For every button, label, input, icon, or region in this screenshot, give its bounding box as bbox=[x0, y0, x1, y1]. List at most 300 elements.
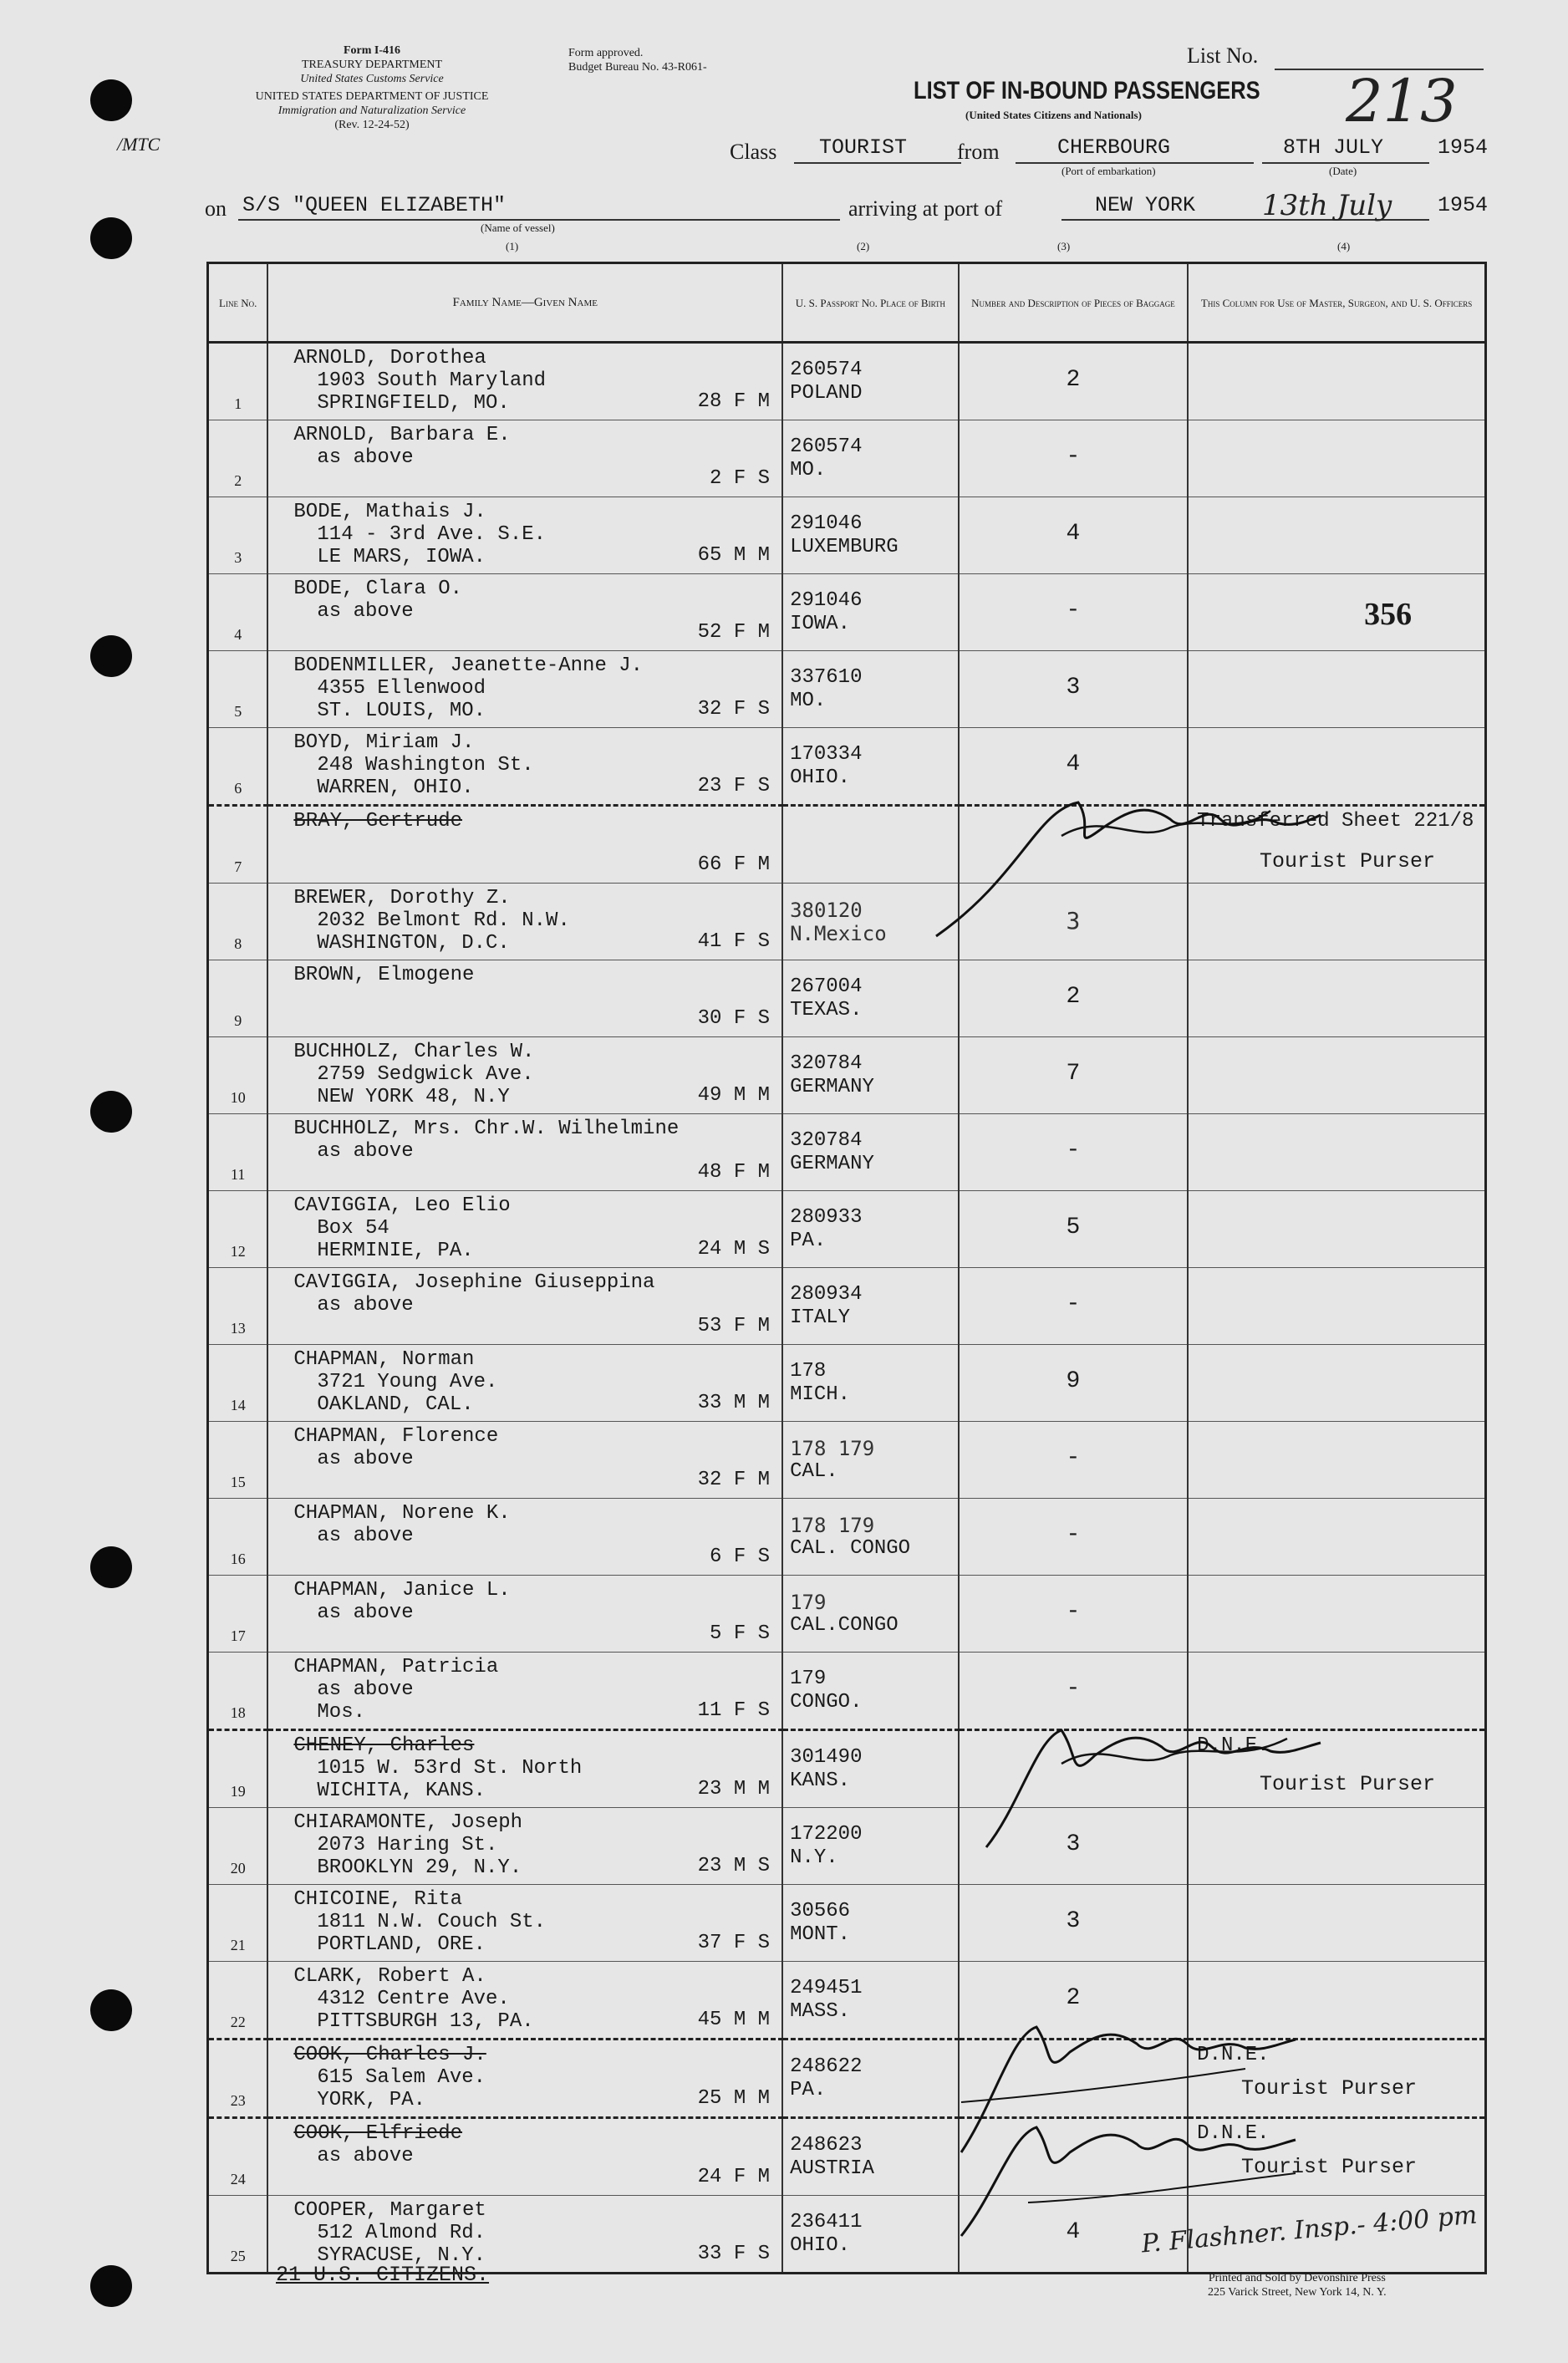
from-value: CHERBOURG bbox=[1057, 135, 1171, 160]
place-of-birth: GERMANY bbox=[790, 1153, 874, 1175]
table-row bbox=[208, 1885, 1486, 1962]
table-row bbox=[208, 651, 1486, 728]
from-caption: (Port of embarkation) bbox=[1061, 165, 1156, 177]
address-line-2: OAKLAND, CAL. bbox=[317, 1393, 474, 1416]
officer-cell bbox=[1188, 1191, 1485, 1268]
passport-birthplace bbox=[790, 1823, 862, 1870]
passenger-name: CHAPMAN, Patricia bbox=[293, 1656, 499, 1678]
passport-cell bbox=[782, 2040, 959, 2118]
list-no-value: 213 bbox=[1346, 67, 1458, 135]
address-line-1: 4355 Ellenwood bbox=[317, 677, 486, 700]
baggage-count: 3 bbox=[1066, 907, 1081, 935]
address-line-1: Box 54 bbox=[317, 1217, 389, 1240]
ins-service: Immigration and Naturalization Service bbox=[277, 104, 466, 117]
passenger-name: CAVIGGIA, Josephine Giuseppina bbox=[293, 1271, 655, 1294]
purser-label-23: Tourist Purser bbox=[1241, 2076, 1418, 2101]
passenger-name: BODE, Clara O. bbox=[293, 578, 463, 600]
name-cell bbox=[267, 343, 782, 420]
place-of-birth: CONGO. bbox=[790, 1691, 863, 1714]
passenger-name-address bbox=[293, 964, 474, 986]
passenger-name-address bbox=[293, 810, 462, 833]
passenger-name-address bbox=[293, 731, 533, 799]
passport-cell bbox=[782, 1808, 959, 1885]
class-line bbox=[794, 162, 961, 164]
address-line-2: NEW YORK 48, N.Y bbox=[317, 1086, 510, 1108]
place-of-birth: MO. bbox=[790, 459, 827, 481]
baggage-cell bbox=[959, 574, 1189, 651]
address-line-2: WASHINGTON, D.C. bbox=[317, 932, 510, 955]
baggage-cell bbox=[959, 1114, 1189, 1191]
form-revision: (Rev. 12-24-52) bbox=[334, 119, 410, 131]
passenger-name: BRAY, Gertrude bbox=[293, 810, 463, 833]
passenger-name-address bbox=[293, 2044, 486, 2111]
line-number: 9 bbox=[234, 1012, 242, 1029]
passport-cell bbox=[782, 1037, 959, 1114]
line-cell bbox=[208, 1345, 268, 1422]
passenger-name-address bbox=[293, 1888, 546, 1956]
passport-number: 248623 bbox=[790, 2134, 863, 2157]
baggage-cell bbox=[959, 1422, 1189, 1499]
printer-line-1: Printed and Sold by Devonshire Press bbox=[1208, 2272, 1386, 2284]
age-sex-status: 24 F M bbox=[697, 2166, 771, 2188]
name-cell bbox=[267, 2040, 782, 2118]
age-sex-status: 41 F S bbox=[697, 930, 771, 953]
passport-birthplace bbox=[790, 1206, 862, 1253]
address-line-1: 1015 W. 53rd St. North bbox=[317, 1757, 583, 1780]
baggage-count: 9 bbox=[1066, 1368, 1081, 1394]
age-sex-status: 48 F M bbox=[697, 1161, 771, 1184]
name-cell bbox=[267, 884, 782, 960]
passport-number: 260574 bbox=[790, 435, 863, 458]
place-of-birth: ITALY bbox=[790, 1306, 851, 1329]
passport-cell bbox=[782, 1885, 959, 1962]
line-number: 22 bbox=[230, 2014, 246, 2030]
date-caption: (Date) bbox=[1329, 165, 1357, 177]
line-cell bbox=[208, 420, 268, 497]
name-cell bbox=[267, 960, 782, 1037]
binder-hole bbox=[90, 1546, 132, 1588]
table-row bbox=[208, 1345, 1486, 1422]
col-num-4: (4) bbox=[1337, 240, 1351, 252]
passport-cell bbox=[782, 2196, 959, 2274]
binder-hole bbox=[90, 635, 132, 677]
address-line-1: 4312 Centre Ave. bbox=[317, 1988, 510, 2010]
passenger-name-address bbox=[293, 1502, 510, 1547]
passenger-name-address bbox=[293, 2122, 462, 2167]
passport-number: 267004 bbox=[790, 975, 863, 998]
line-cell bbox=[208, 1037, 268, 1114]
vessel-name: S/S "QUEEN ELIZABETH" bbox=[242, 193, 507, 217]
table-row bbox=[208, 1422, 1486, 1499]
line-cell bbox=[208, 1268, 268, 1345]
age-sex-status: 5 F S bbox=[710, 1622, 771, 1645]
arrival-year: 1954 bbox=[1438, 193, 1489, 217]
officer-note: D.N.E. bbox=[1197, 2122, 1270, 2145]
passport-number: 337610 bbox=[790, 666, 863, 689]
officer-cell bbox=[1188, 960, 1485, 1037]
name-cell bbox=[267, 1268, 782, 1345]
age-sex-status: 23 M S bbox=[697, 1855, 771, 1877]
passport-birthplace bbox=[790, 512, 899, 559]
line-cell bbox=[208, 1114, 268, 1191]
header-line-no: Line No. bbox=[208, 263, 268, 343]
passport-birthplace bbox=[790, 1746, 862, 1793]
class-value: TOURIST bbox=[819, 135, 908, 160]
baggage-cell bbox=[959, 343, 1189, 420]
date-value: 8TH JULY bbox=[1283, 135, 1384, 160]
name-cell bbox=[267, 1576, 782, 1653]
officer-note: 356 bbox=[1364, 597, 1413, 632]
line-cell bbox=[208, 574, 268, 651]
table-row bbox=[208, 574, 1486, 651]
year-value: 1954 bbox=[1438, 135, 1489, 160]
passport-birthplace bbox=[790, 1129, 874, 1176]
passport-number: 178 179 bbox=[790, 1437, 875, 1460]
table-row bbox=[208, 1191, 1486, 1268]
passport-birthplace bbox=[790, 1900, 850, 1947]
address-line-1: 2759 Sedgwick Ave. bbox=[317, 1063, 534, 1086]
col-num-1: (1) bbox=[506, 240, 519, 252]
header-baggage: Number and Description of Pieces of Baggage bbox=[959, 263, 1189, 343]
class-label: Class bbox=[730, 140, 777, 164]
name-cell bbox=[267, 1191, 782, 1268]
line-number: 10 bbox=[230, 1089, 246, 1106]
passenger-name: CHAPMAN, Janice L. bbox=[293, 1579, 511, 1602]
passenger-name-address bbox=[293, 424, 510, 469]
from-label: from bbox=[957, 140, 1000, 164]
line-number: 11 bbox=[231, 1166, 246, 1183]
officer-cell bbox=[1188, 1268, 1485, 1345]
passenger-name: CHAPMAN, Norene K. bbox=[293, 1502, 511, 1525]
name-cell bbox=[267, 1037, 782, 1114]
baggage-cell bbox=[959, 420, 1189, 497]
justice-dept: UNITED STATES DEPARTMENT OF JUSTICE bbox=[255, 90, 489, 103]
line-number: 17 bbox=[230, 1627, 246, 1644]
age-sex-status: 52 F M bbox=[697, 621, 771, 644]
passport-birthplace bbox=[790, 1283, 862, 1330]
table-row bbox=[208, 1114, 1486, 1191]
place-of-birth: GERMANY bbox=[790, 1076, 874, 1098]
place-of-birth: PA. bbox=[790, 2079, 827, 2101]
officer-cell bbox=[1188, 1499, 1485, 1576]
address-line-2: YORK, PA. bbox=[317, 2089, 426, 2111]
baggage-count: 5 bbox=[1066, 1215, 1081, 1240]
form-id-block bbox=[205, 43, 539, 132]
age-sex-status: 32 F S bbox=[697, 698, 771, 721]
place-of-birth: MONT. bbox=[790, 1923, 851, 1946]
passport-number: 380120 bbox=[790, 899, 863, 922]
binder-hole bbox=[90, 1091, 132, 1133]
passport-number: 30566 bbox=[790, 1900, 851, 1922]
passenger-name: BROWN, Elmogene bbox=[293, 964, 475, 986]
officer-cell bbox=[1188, 1422, 1485, 1499]
line-cell bbox=[208, 1730, 268, 1808]
address-line-2: Mos. bbox=[317, 1701, 365, 1724]
line-number: 7 bbox=[234, 858, 242, 875]
address-line-1: as above bbox=[317, 1294, 414, 1316]
purser-label-24: Tourist Purser bbox=[1241, 2155, 1418, 2179]
line-number: 1 bbox=[234, 395, 242, 412]
passport-number: 320784 bbox=[790, 1052, 863, 1075]
address-line-1: as above bbox=[317, 1140, 414, 1163]
passenger-name: COOK, Elfriede bbox=[293, 2122, 463, 2145]
name-cell bbox=[267, 1808, 782, 1885]
name-cell bbox=[267, 728, 782, 806]
address-line-2: SPRINGFIELD, MO. bbox=[317, 392, 510, 415]
passenger-name-address bbox=[293, 2199, 486, 2267]
line-number: 6 bbox=[234, 780, 242, 797]
passport-cell bbox=[782, 1345, 959, 1422]
passport-birthplace bbox=[790, 975, 862, 1022]
passport-number: 249451 bbox=[790, 1977, 863, 1999]
passport-number: 170334 bbox=[790, 743, 863, 766]
baggage-count: - bbox=[1066, 598, 1081, 624]
address-line-1: 114 - 3rd Ave. S.E. bbox=[317, 523, 547, 546]
passenger-name-address bbox=[293, 1734, 582, 1802]
baggage-cell bbox=[959, 1499, 1189, 1576]
passport-number: 291046 bbox=[790, 589, 863, 612]
line-cell bbox=[208, 1191, 268, 1268]
name-cell bbox=[267, 1962, 782, 2040]
baggage-count: 4 bbox=[1066, 2219, 1081, 2245]
passport-birthplace bbox=[790, 1514, 910, 1561]
place-of-birth: CAL. CONGO bbox=[790, 1537, 911, 1560]
age-sex-status: 45 M M bbox=[697, 2009, 771, 2031]
from-line bbox=[1016, 162, 1254, 164]
officer-cell bbox=[1188, 574, 1485, 651]
place-of-birth: MICH. bbox=[790, 1383, 851, 1406]
date-line bbox=[1262, 162, 1429, 164]
passenger-name-address bbox=[293, 347, 546, 415]
name-cell bbox=[267, 2196, 782, 2274]
passport-birthplace bbox=[790, 435, 862, 482]
name-cell bbox=[267, 1653, 782, 1730]
passenger-name: CHAPMAN, Florence bbox=[293, 1425, 499, 1448]
address-line-2: PITTSBURGH 13, PA. bbox=[317, 2010, 534, 2033]
passport-cell bbox=[782, 1730, 959, 1808]
officer-cell bbox=[1188, 1576, 1485, 1653]
passport-number: 178 bbox=[790, 1360, 827, 1383]
line-cell bbox=[208, 1576, 268, 1653]
baggage-count: - bbox=[1066, 1599, 1081, 1625]
customs-service: United States Customs Service bbox=[300, 73, 444, 85]
passport-number: 172200 bbox=[790, 1823, 863, 1846]
name-cell bbox=[267, 420, 782, 497]
line-cell bbox=[208, 728, 268, 806]
passport-number: 280933 bbox=[790, 1206, 863, 1229]
arriving-label: arriving at port of bbox=[848, 196, 1003, 221]
passenger-name-address bbox=[293, 654, 643, 722]
line-number: 14 bbox=[230, 1397, 246, 1413]
baggage-cell bbox=[959, 1576, 1189, 1653]
baggage-cell bbox=[959, 651, 1189, 728]
baggage-count: 4 bbox=[1066, 521, 1081, 547]
passenger-name: CHIARAMONTE, Joseph bbox=[293, 1811, 523, 1834]
passenger-name: CHICOINE, Rita bbox=[293, 1888, 463, 1911]
line-number: 18 bbox=[230, 1704, 246, 1721]
passport-cell bbox=[782, 1499, 959, 1576]
printer-block bbox=[1208, 2271, 1387, 2299]
passenger-name: BODENMILLER, Jeanette-Anne J. bbox=[293, 654, 644, 677]
age-sex-status: 53 F M bbox=[697, 1315, 771, 1337]
passport-cell bbox=[782, 497, 959, 574]
form-number: Form I-416 bbox=[343, 44, 401, 57]
table-row bbox=[208, 1268, 1486, 1345]
baggage-cell bbox=[959, 497, 1189, 574]
passenger-name-address bbox=[293, 1271, 654, 1316]
passenger-name: BREWER, Dorothy Z. bbox=[293, 887, 511, 909]
binder-hole bbox=[90, 217, 132, 259]
baggage-count: 2 bbox=[1066, 1985, 1081, 2011]
passport-cell bbox=[782, 1422, 959, 1499]
col-num-3: (3) bbox=[1057, 240, 1071, 252]
passport-cell bbox=[782, 420, 959, 497]
age-sex-status: 2 F S bbox=[710, 467, 771, 490]
age-sex-status: 6 F S bbox=[710, 1546, 771, 1568]
passenger-name-address bbox=[293, 1425, 498, 1470]
arrival-date: 13th July bbox=[1262, 189, 1392, 222]
place-of-birth: CAL.CONGO bbox=[790, 1614, 899, 1637]
line-number: 15 bbox=[230, 1474, 246, 1490]
address-line-1: 2032 Belmont Rd. N.W. bbox=[317, 909, 570, 932]
baggage-cell bbox=[959, 1191, 1189, 1268]
age-sex-status: 23 M M bbox=[697, 1778, 771, 1800]
age-sex-status: 65 M M bbox=[697, 544, 771, 567]
line-number: 24 bbox=[230, 2171, 246, 2187]
baggage-count: 2 bbox=[1066, 984, 1081, 1010]
name-cell bbox=[267, 2118, 782, 2196]
col-num-2: (2) bbox=[857, 240, 870, 252]
vessel-line bbox=[238, 219, 840, 221]
baggage-cell bbox=[959, 960, 1189, 1037]
place-of-birth: PA. bbox=[790, 1230, 827, 1252]
passport-number: 248622 bbox=[790, 2055, 863, 2078]
binder-hole bbox=[90, 2265, 132, 2307]
baggage-count: 3 bbox=[1066, 675, 1081, 700]
passport-number: 280934 bbox=[790, 1283, 863, 1306]
passport-birthplace bbox=[790, 1437, 874, 1484]
passenger-name: COOK, Charles J. bbox=[293, 2044, 486, 2066]
purser-label-7: Tourist Purser bbox=[1260, 849, 1436, 873]
line-cell bbox=[208, 2118, 268, 2196]
age-sex-status: 32 F M bbox=[697, 1469, 771, 1491]
line-number: 8 bbox=[234, 935, 242, 952]
name-cell bbox=[267, 651, 782, 728]
binder-hole bbox=[90, 79, 132, 121]
address-line-1: 3721 Young Ave. bbox=[317, 1371, 498, 1393]
passport-cell bbox=[782, 1114, 959, 1191]
name-cell bbox=[267, 1885, 782, 1962]
passenger-name: BUCHHOLZ, Charles W. bbox=[293, 1041, 535, 1063]
line-cell bbox=[208, 651, 268, 728]
table-row bbox=[208, 420, 1486, 497]
name-cell bbox=[267, 1345, 782, 1422]
passenger-name-address bbox=[293, 1041, 534, 1108]
address-line-2: SYRACUSE, N.Y. bbox=[317, 2244, 486, 2267]
passport-birthplace bbox=[790, 1977, 862, 2024]
place-of-birth: POLAND bbox=[790, 382, 863, 405]
place-of-birth: OHIO. bbox=[790, 766, 851, 789]
age-sex-status: 33 F S bbox=[697, 2243, 771, 2265]
passport-birthplace bbox=[790, 1668, 862, 1714]
address-line-2: LE MARS, IOWA. bbox=[317, 546, 486, 568]
form-approved: Form approved. bbox=[568, 47, 644, 59]
address-line-1: as above bbox=[317, 1678, 414, 1701]
line-number: 20 bbox=[230, 1860, 246, 1877]
baggage-count: - bbox=[1066, 1445, 1081, 1471]
address-line-2: ST. LOUIS, MO. bbox=[317, 700, 486, 722]
treasury-dept: TREASURY DEPARTMENT bbox=[301, 59, 443, 71]
passport-birthplace bbox=[790, 2134, 874, 2181]
line-cell bbox=[208, 1499, 268, 1576]
passport-birthplace bbox=[790, 899, 887, 945]
place-of-birth: MASS. bbox=[790, 2000, 851, 2023]
passport-number: 179 bbox=[790, 1668, 827, 1690]
passport-number: 301490 bbox=[790, 1746, 863, 1769]
baggage-cell bbox=[959, 1268, 1189, 1345]
age-sex-status: 49 M M bbox=[697, 1084, 771, 1107]
name-cell bbox=[267, 806, 782, 884]
passport-birthplace bbox=[790, 1591, 899, 1637]
address-line-1: 2073 Haring St. bbox=[317, 1834, 498, 1856]
passenger-name: ARNOLD, Barbara E. bbox=[293, 424, 511, 446]
officer-cell bbox=[1188, 343, 1485, 420]
address-line-2: WARREN, OHIO. bbox=[317, 777, 474, 799]
line-cell bbox=[208, 806, 268, 884]
address-line-1: as above bbox=[317, 1602, 414, 1624]
name-cell bbox=[267, 1422, 782, 1499]
address-line-2: WICHITA, KANS. bbox=[317, 1780, 486, 1802]
passport-birthplace bbox=[790, 359, 862, 405]
address-line-1: 1903 South Maryland bbox=[317, 369, 547, 392]
list-no-label: List No. bbox=[1187, 43, 1259, 68]
passport-birthplace bbox=[790, 1052, 874, 1099]
baggage-count: 3 bbox=[1066, 1831, 1081, 1857]
passenger-name-address bbox=[293, 578, 462, 623]
baggage-count: - bbox=[1066, 1676, 1081, 1702]
header-name: Family Name—Given Name bbox=[267, 263, 782, 343]
address-line-1: 512 Almond Rd. bbox=[317, 2222, 486, 2244]
officer-note: D.N.E. bbox=[1197, 1734, 1270, 1757]
age-sex-status: 33 M M bbox=[697, 1392, 771, 1414]
passport-cell bbox=[782, 651, 959, 728]
line-number: 25 bbox=[230, 2248, 246, 2264]
address-line-1: 615 Salem Ave. bbox=[317, 2066, 486, 2089]
line-cell bbox=[208, 1422, 268, 1499]
passenger-name-address bbox=[293, 1118, 679, 1163]
passport-cell bbox=[782, 574, 959, 651]
passenger-name-address bbox=[293, 1811, 522, 1879]
name-cell bbox=[267, 1730, 782, 1808]
address-line-2: PORTLAND, ORE. bbox=[317, 1933, 486, 1956]
passport-number: 291046 bbox=[790, 512, 863, 535]
address-line-2: BROOKLYN 29, N.Y. bbox=[317, 1856, 522, 1879]
baggage-count: 7 bbox=[1066, 1061, 1081, 1087]
officer-note: D.N.E. bbox=[1197, 2044, 1270, 2066]
place-of-birth: N.Mexico bbox=[790, 922, 887, 945]
passenger-name: BUCHHOLZ, Mrs. Chr.W. Wilhelmine bbox=[293, 1118, 680, 1140]
place-of-birth: OHIO. bbox=[790, 2234, 851, 2257]
passenger-name: CLARK, Robert A. bbox=[293, 1965, 486, 1988]
place-of-birth: CAL. bbox=[790, 1460, 838, 1483]
passenger-name: CHENEY, Charles bbox=[293, 1734, 475, 1757]
age-sex-status: 11 F S bbox=[697, 1699, 771, 1722]
table-row bbox=[208, 343, 1486, 420]
address-line-1: 248 Washington St. bbox=[317, 754, 534, 777]
baggage-cell bbox=[959, 1037, 1189, 1114]
address-line-1: as above bbox=[317, 446, 414, 469]
officer-cell bbox=[1188, 497, 1485, 574]
